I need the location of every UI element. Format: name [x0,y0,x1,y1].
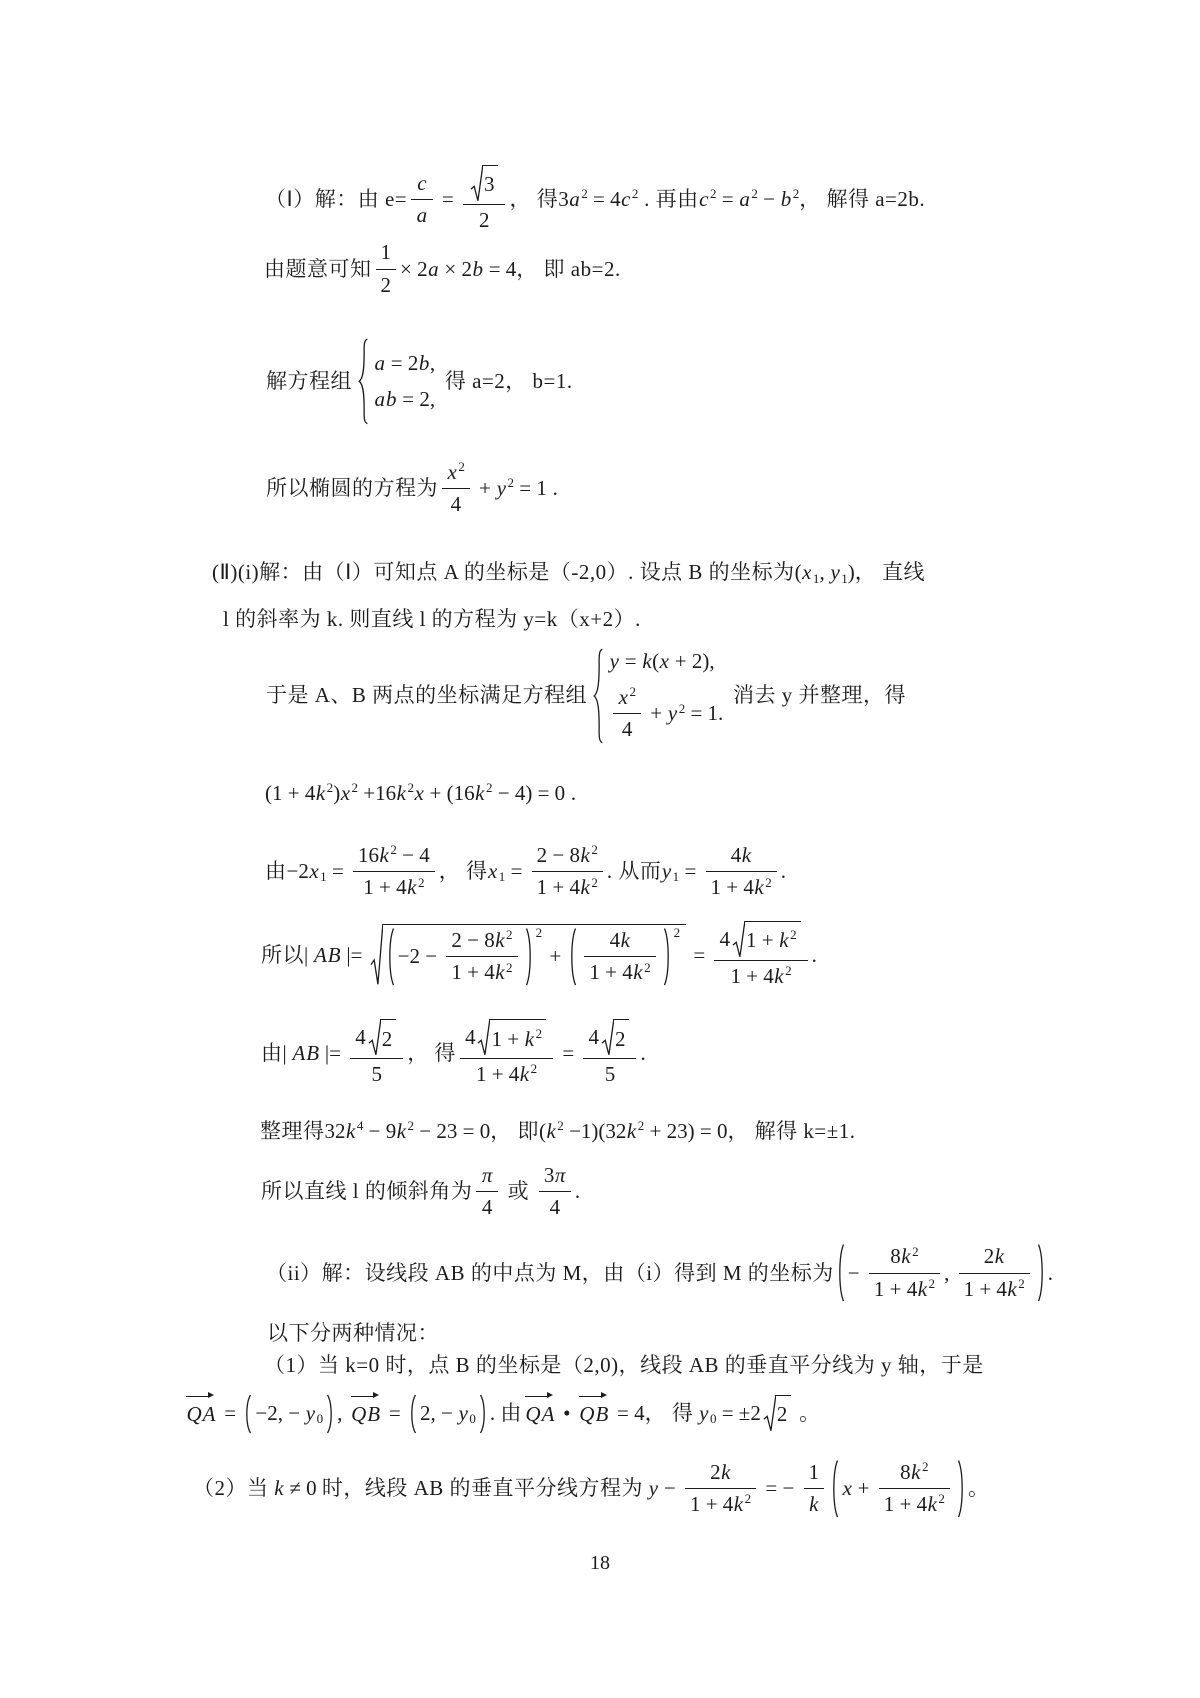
line-area-condition: 由题意可知 $\frac{1}{2}$ × 2a × 2b = 4 ， 即 ab=2. [264,240,621,297]
line-part2-intro: (Ⅱ)(i)解：由（Ⅰ）可知点 A 的坐标是（-2,0）. 设点 B 的坐标为 (x $_1$, y $_1$) ， 直线 [212,560,926,586]
line-two-cases: 以下分两种情况： [267,1321,439,1346]
line-roots: 由 −2x $_1$ = $\frac{16k ^2 - 4}{1 + 4k ^2}$ ， 得 x $_1$ = $\frac{2 - 8k ^2}{1 + 4k ^2}$ . 从而 y $_1$ = $\frac{4k}{1 + 4k ^2}$ . [265,842,787,900]
line-coordinate-system: 于是 A、B 两点的坐标满足方程组 y = k(x + 2), $\frac{x ^2}{4}$ + y $^2$ = 1. 消去 y 并整理，得 [266,648,907,742]
line-case1: （1）当 k=0 时，点 B 的坐标是（2,0)，线段 AB 的垂直平分线为 y 轴，于是 [264,1353,984,1378]
solution-body [183,165,1188,1518]
line-ellipse-equation: 所以椭圆的方程为 $\frac{x ^2}{4}$ + y $^2$ = 1 . [266,458,559,516]
line-midpoint: （ii）解：设线段 AB 的中点为 M，由（i）得到 M 的坐标为 − $\frac{8k ^2}{1 + 4k ^2}$ , $\frac{2k}{1 + 4k ^2}$ . [266,1243,1054,1301]
line-solve-system: 解方程组 a = 2b, ab = 2, 得 a=2， b=1. [266,338,1188,425]
line-case2: （2）当 k ≠ 0 时，线段 AB 的垂直平分线方程为 y − $\frac{2k}{1 + 4k ^2}$ = − $\frac{1}{k}$ x + $\frac{8k ^2}{1 + 4k ^2}$ 。 [193,1458,990,1516]
line-eccentricity: （Ⅰ）解：由 e= $\frac{c}{a}$ = $\frac{3}{2}$ ， 得 3a $^2$ = 4c $^2$ . 再由 c $^2$ = a $^2$ − b $^2$ ， 解得 a=2b. [265,165,1188,234]
line-slope: l 的斜率为 k. 则直线 l 的方程为 y=k（x+2）. [223,606,641,631]
line-k-solution: 整理得 32k $^4$ − 9k $^2$ − 23 = 0 ， 即 (k $^2$ −1)(32k $^2$ + 23) = 0 ， 解得 k=±1. [260,1117,856,1143]
line-ab-equation: 由 | AB |= 4 2 5 ， 得 4 1 + k $^2$ 1 + 4k $^2$ = 4 2 5 . [261,1019,1188,1088]
line-quadratic: (1 + 4k $^2$)x $^2$ +16k $^2$x + (16k $^2$ − 4) = 0 . [265,779,577,805]
line-inclination-angle: 所以直线 l 的倾斜角为 $\frac{\pi}{4}$ 或 $\frac{3\pi}{4}$ . [261,1162,581,1220]
page-number: 18 [590,1552,610,1574]
line-vectors: QA = −2, − y $_0$ , QB = 2, − y $_0$ . 由 QA • QB = 4 ， 得 y $_0$ = ±2 2 。 [183,1394,1188,1434]
line-ab-length: 所以 | AB |= −2 − $\frac{2 - 8k ^2}{1 + 4k ^2}$ 2 + $\frac{4k}{1 + 4k ^2}$ 2 = 4 1 + k $^2$ 1 + 4k $^2$ . [261,921,1188,990]
